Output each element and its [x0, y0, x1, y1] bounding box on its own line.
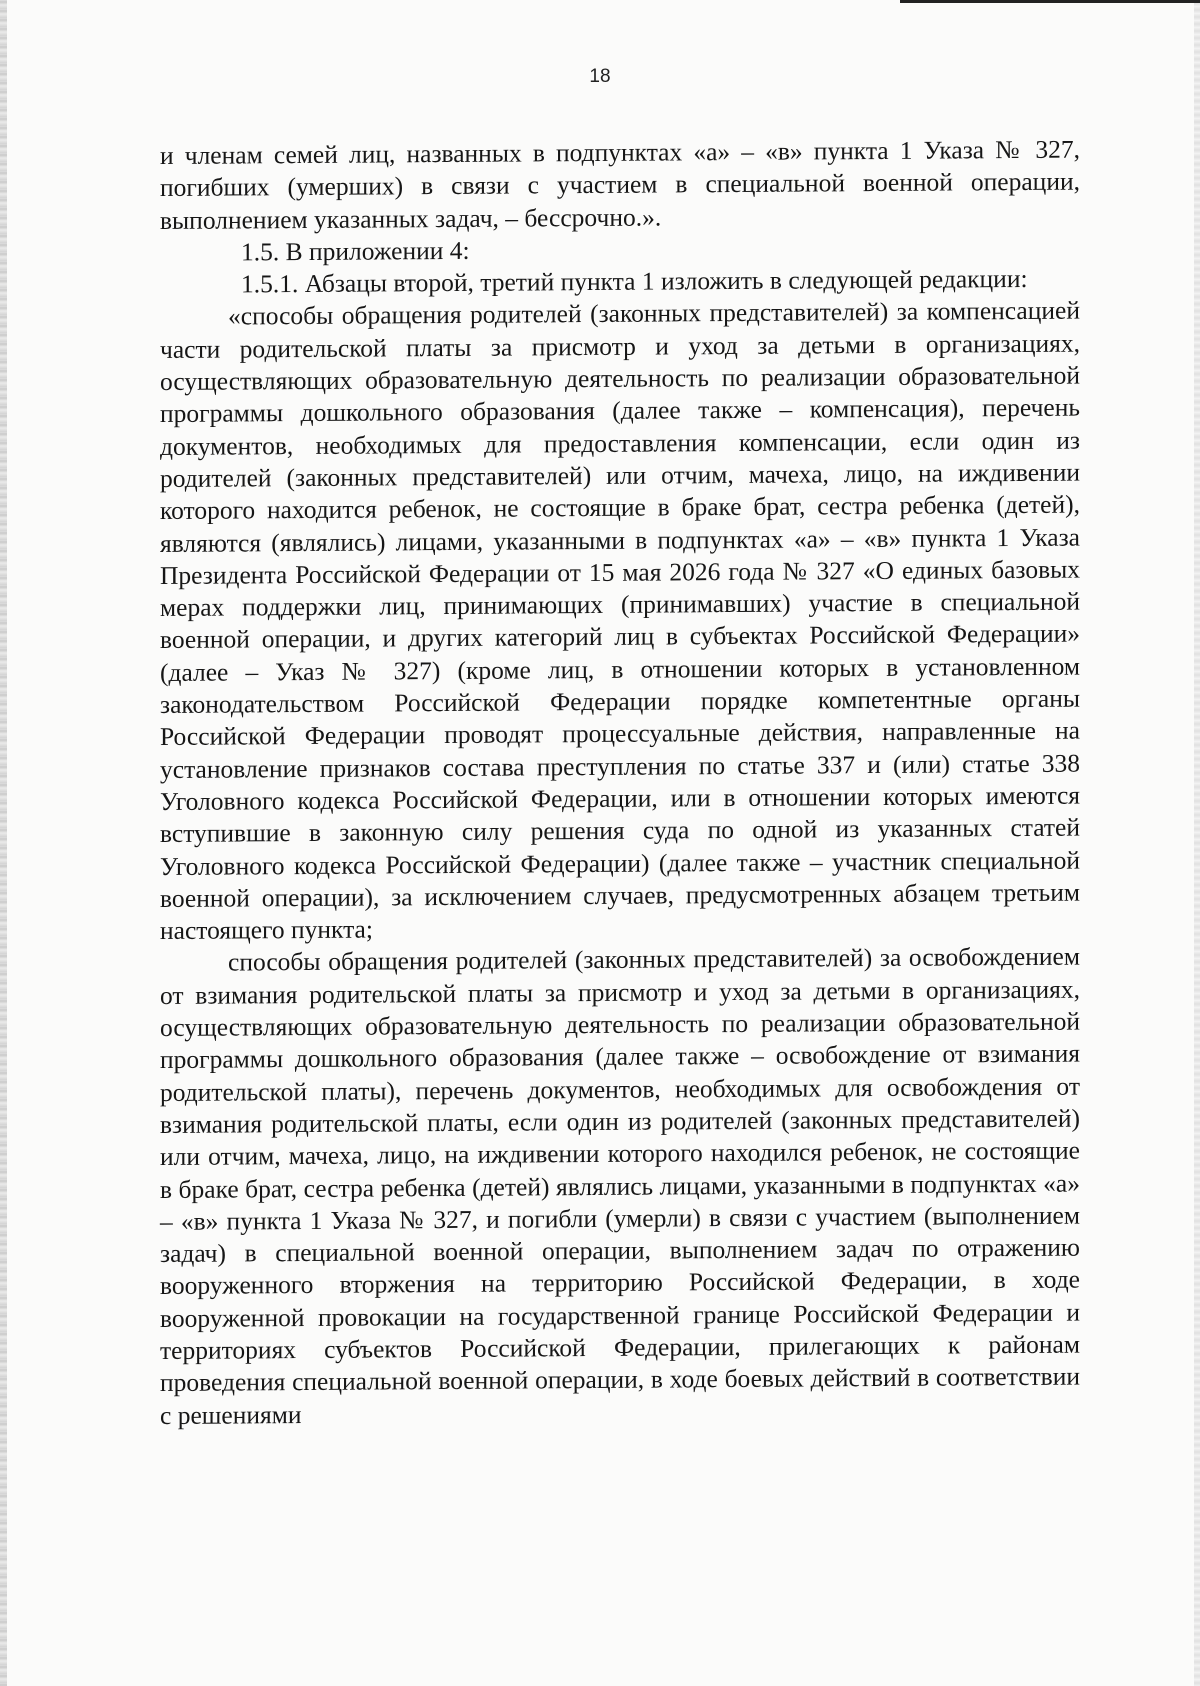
document-body	[160, 134, 1080, 1432]
page-number: 18	[589, 66, 611, 87]
top-rule	[900, 0, 1200, 3]
paragraph-item-1-5: 1.5. В приложении 4:	[241, 235, 470, 267]
scan-edge-left	[0, 0, 7, 1686]
scan-edge-right	[1194, 0, 1200, 1686]
paragraph-exemption: способы обращения родителей (законных представителей) за освобождением от взимания родительской платы за присмотр и уход за детьми в организациях, осуществляющих образовательную деятельность по реализации образовательной программы дошкольного образования (далее также – освобождение от взимания родительской платы), перечень документов, необходимых для освобождения от взимания родительской платы, если один из родителей (законных представителей) или отчим, мачеха, лицо, на иждивении которого находился ребенок, не состоящие в браке брат, сестра ребенка (детей) являлись лицами, указанными в подпунктах «а» – «в» пункта 1 Указа № 327, и погибли (умерли) в связи с участием (выполнением задач) в специальной военной операции, выполнением задач по отражению вооруженного вторжения на территорию Российской Федерации, в ходе вооруженной провокации на государственной границе Российской Федерации и территориях субъектов Российской Федерации, прилегающих к районам проведения специальной военной операции, в ходе боевых действий в соответствии с решениями	[160, 941, 1080, 1430]
paragraph-continuation: и членам семей лиц, названных в подпунктах «а» – «в» пункта 1 Указа № 327, погибших (умерших) в связи с участием в специальной военной операции, выполнением указанных задач, – бессрочно.».	[160, 134, 1080, 235]
paragraph-item-1-5-1: 1.5.1. Абзацы второй, третий пункта 1 изложить в следующей редакции:	[241, 264, 1028, 299]
paragraph-quote-compensation: «способы обращения родителей (законных представителей) за компенсацией части родительской платы за присмотр и уход за детьми в организациях, осуществляющих образовательную деятельность по реализации образовательной программы дошкольного образования (далее также – компенсация), перечень документов, необходимых для предоставления компенсации, если один из родителей (законных представителей) или отчим, мачеха, лицо, на иждивении которого находится ребенок, не состоящие в браке брат, сестра ребенка (детей), являются (являлись) лицами, указанными в подпунктах «а» – «в» пункта 1 Указа Президента Российской Федерации от 15 мая 2026 года № 327 «О единых базовых мерах поддержки лиц, принимающих (принимавших) участие в специальной военной операции, и других категорий лиц в субъектах Российской Федерации» (далее – Указ № 327) (кроме лиц, в отношении которых в установленном законодательством Российской Федерации порядке компетентные органы Российской Федерации проводят процессуальные действия, направленные на установление признаков состава преступления по статье 337 и (или) статье 338 Уголовного кодекса Российской Федерации, или в отношении которых имеются вступившие в законную силу решения суда по одной из указанных статей Уголовного кодекса Российской Федерации) (далее также – участник специальной военной операции), за исключением случаев, предусмотренных абзацем третьим настоящего пункта;	[160, 296, 1080, 946]
